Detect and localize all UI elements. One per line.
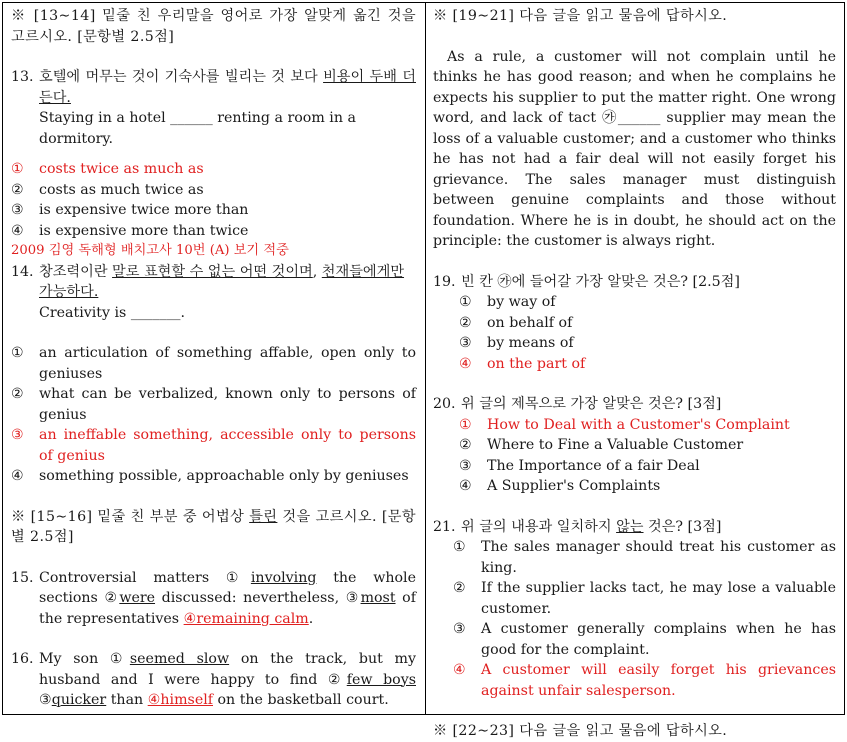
q21-option-3[interactable]: ③ A customer generally complains when he has good for the complaint.	[453, 621, 836, 658]
question-16: 16. My son ①seemed slow on the track, but my husband and I were happy to find ②few boys ③quicker than ④himself on the basketball court.	[11, 651, 416, 708]
question-19-stem: 빈 칸 ㉮에 들어갈 가장 알맞은 것은? [2.5점]	[461, 273, 740, 290]
question-13-korean: 호텔에 머무는 것이 기숙사를 빌리는 것 보다 비용이 두배 더 든다.	[39, 69, 416, 106]
question-21-number: 21.	[433, 518, 456, 535]
q21-option-2[interactable]: ② If the supplier lacks tact, he may lose a valuable customer.	[453, 580, 836, 617]
question-19	[433, 272, 836, 293]
q15-underline-4[interactable]: ④remaining calm	[183, 610, 309, 627]
question-13-underlined: 비용이 두배 더 든다.	[39, 69, 416, 106]
section-19-21-header: ※ [19∼21] 다음 글을 읽고 물음에 답하시오.	[433, 8, 728, 24]
q14-option-3[interactable]: ③ an ineffable something, accessible only to persons of genius	[11, 427, 416, 464]
question-20-number: 20.	[433, 396, 456, 412]
source-note: 2009 김영 독해형 배치고사 10번 (A) 보기 적중	[11, 243, 289, 258]
q20-option-1[interactable]: ① How to Deal with a Customer's Complaint	[459, 416, 790, 433]
question-14	[11, 262, 416, 324]
passage-blank: ______	[617, 110, 661, 126]
question-19-number: 19.	[433, 273, 456, 290]
q20-option-3[interactable]: ③ The Importance of a fair Deal	[459, 457, 700, 474]
question-21: 21. 위 글의 내용과 일치하지 않는 것은? [3점]	[433, 517, 836, 538]
q19-option-4[interactable]: ④ on the part of	[459, 355, 586, 372]
question-13-blank: ______	[170, 110, 213, 126]
question-13-english: Staying in a hotel ______ renting a room in a dormitory.	[39, 110, 356, 147]
passage-blank-mark: ㉮	[602, 110, 618, 126]
q15-underline-1[interactable]: involving	[250, 569, 317, 586]
question-13-number: 13.	[11, 69, 34, 85]
right-column	[433, 6, 836, 742]
column-divider	[425, 2, 426, 715]
question-14-number: 14.	[11, 263, 34, 280]
question-15: 15. Controversial matters ①involving the whole sections ②were discussed: nevertheless, ③most of the representatives ④remaining calm.	[11, 569, 416, 627]
question-14-korean: 창조력이란 말로 표현할 수 없는 어떤 것이며, 천재들에게만 가능하다.	[39, 263, 405, 300]
reading-passage: As a rule, a customer will not complain until he thinks he has good reason; and when he complains he expects his supplier to put the matter right. One wrong word, and lack of tact ㉮______ supplier may mean the loss of a valuable customer; and a customer who thinks he has not had a fair deal will not easily forget his grievance. The sales manager must distinguish between genuine complaints and those without foundation. Where he is in doubt, he should act on the principle: the customer is always right.	[433, 48, 836, 249]
question-13	[11, 67, 416, 149]
q16-underline-2[interactable]: few boys	[346, 671, 416, 688]
q19-option-3[interactable]: ③ by means of	[459, 335, 574, 351]
q13-option-4[interactable]: ④ is expensive more than twice	[11, 222, 249, 239]
question-20	[433, 394, 836, 415]
q13-option-1[interactable]: ① costs twice as much as	[11, 161, 204, 177]
q19-option-1[interactable]: ① by way of	[459, 294, 556, 310]
section-13-14-header: ※ [13∼14] 밑줄 친 우리말을 영어로 가장 알맞게 옮긴 것을 고르시오. [문항별 2.5점]	[11, 8, 416, 45]
q16-underline-1[interactable]: seemed slow	[129, 651, 230, 667]
q20-option-4[interactable]: ④ A Supplier's Complaints	[459, 478, 661, 494]
q20-option-2[interactable]: ② Where to Fine a Valuable Customer	[459, 437, 744, 453]
q15-underline-2[interactable]: were	[119, 590, 156, 606]
question-15-number: 15.	[11, 569, 34, 586]
q13-option-2[interactable]: ② costs as much twice as	[11, 181, 204, 198]
q14-option-1[interactable]: ① an articulation of something affable, open only to geniuses	[11, 345, 416, 382]
question-14-blank: _______	[130, 304, 181, 321]
q19-option-2[interactable]: ② on behalf of	[459, 314, 573, 331]
question-16-number: 16.	[11, 651, 34, 667]
q14-option-2[interactable]: ② what can be verbalized, known only to persons of genius	[11, 386, 416, 423]
q13-option-3[interactable]: ③ is expensive twice more than	[11, 202, 249, 218]
question-20-stem: 위 글의 제목으로 가장 알맞은 것은? [3점]	[461, 396, 722, 412]
q21-option-4[interactable]: ④ A customer will easily forget his grievances against unfair salesperson.	[453, 662, 836, 699]
left-column	[11, 6, 416, 711]
q21-option-1[interactable]: ① The sales manager should treat his customer as king.	[453, 539, 836, 576]
q16-underline-4[interactable]: ④himself	[147, 692, 213, 708]
q15-underline-3[interactable]: most	[360, 590, 396, 606]
section-22-23-header: ※ [22∼23] 다음 글을 읽고 물음에 답하시오.	[433, 723, 728, 739]
q16-underline-3[interactable]: quicker	[51, 692, 107, 708]
question-14-english: Creativity is _______.	[39, 304, 186, 321]
q14-option-4[interactable]: ④ something possible, approachable only by geniuses	[11, 468, 409, 484]
section-15-16-header: ※ [15∼16] 밑줄 친 부분 중 어법상 틀린 것을 고르시오. [문항별 2.5점]	[11, 508, 416, 545]
